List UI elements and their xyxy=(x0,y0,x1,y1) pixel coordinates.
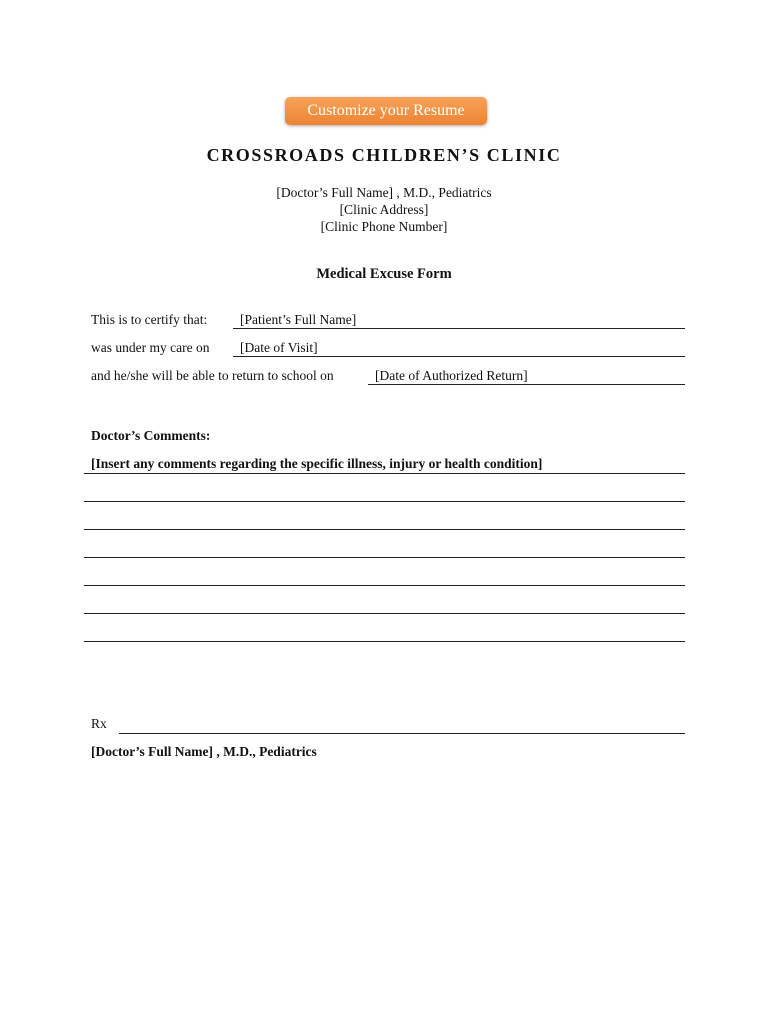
doctor-signature-name: [Doctor’s Full Name] , M.D., Pediatrics xyxy=(91,744,317,759)
comment-line xyxy=(84,641,685,642)
comment-line xyxy=(84,529,685,530)
doctor-header-line: [Doctor’s Full Name] , M.D., Pediatrics xyxy=(276,185,492,200)
return-date-underline xyxy=(368,384,685,385)
patient-name-underline xyxy=(233,328,685,329)
rx-label: Rx xyxy=(91,716,107,731)
clinic-phone: [Clinic Phone Number] xyxy=(320,219,448,234)
certify-label: This is to certify that: xyxy=(91,312,208,327)
comments-field[interactable]: [Insert any comments regarding the specific illness, injury or health condition] xyxy=(91,456,543,471)
return-date-label: and he/she will be able to return to school on xyxy=(91,368,334,383)
return-date-field[interactable]: [Date of Authorized Return] xyxy=(375,368,528,383)
doctor-comments-label: Doctor’s Comments: xyxy=(91,428,211,443)
comment-line xyxy=(84,557,685,558)
comment-line xyxy=(84,613,685,614)
clinic-name: CROSSROADS CHILDREN’S CLINIC xyxy=(206,145,562,165)
clinic-address: [Clinic Address] xyxy=(339,202,429,217)
visit-date-underline xyxy=(233,356,685,357)
care-date-label: was under my care on xyxy=(91,340,210,355)
signature-line[interactable] xyxy=(119,733,685,734)
comment-line xyxy=(84,585,685,586)
customize-resume-button[interactable]: Customize your Resume xyxy=(285,97,487,125)
form-title: Medical Excuse Form xyxy=(316,266,452,282)
comment-line xyxy=(84,501,685,502)
visit-date-field[interactable]: [Date of Visit] xyxy=(240,340,318,355)
comment-line xyxy=(84,473,685,474)
patient-name-field[interactable]: [Patient’s Full Name] xyxy=(240,312,357,327)
